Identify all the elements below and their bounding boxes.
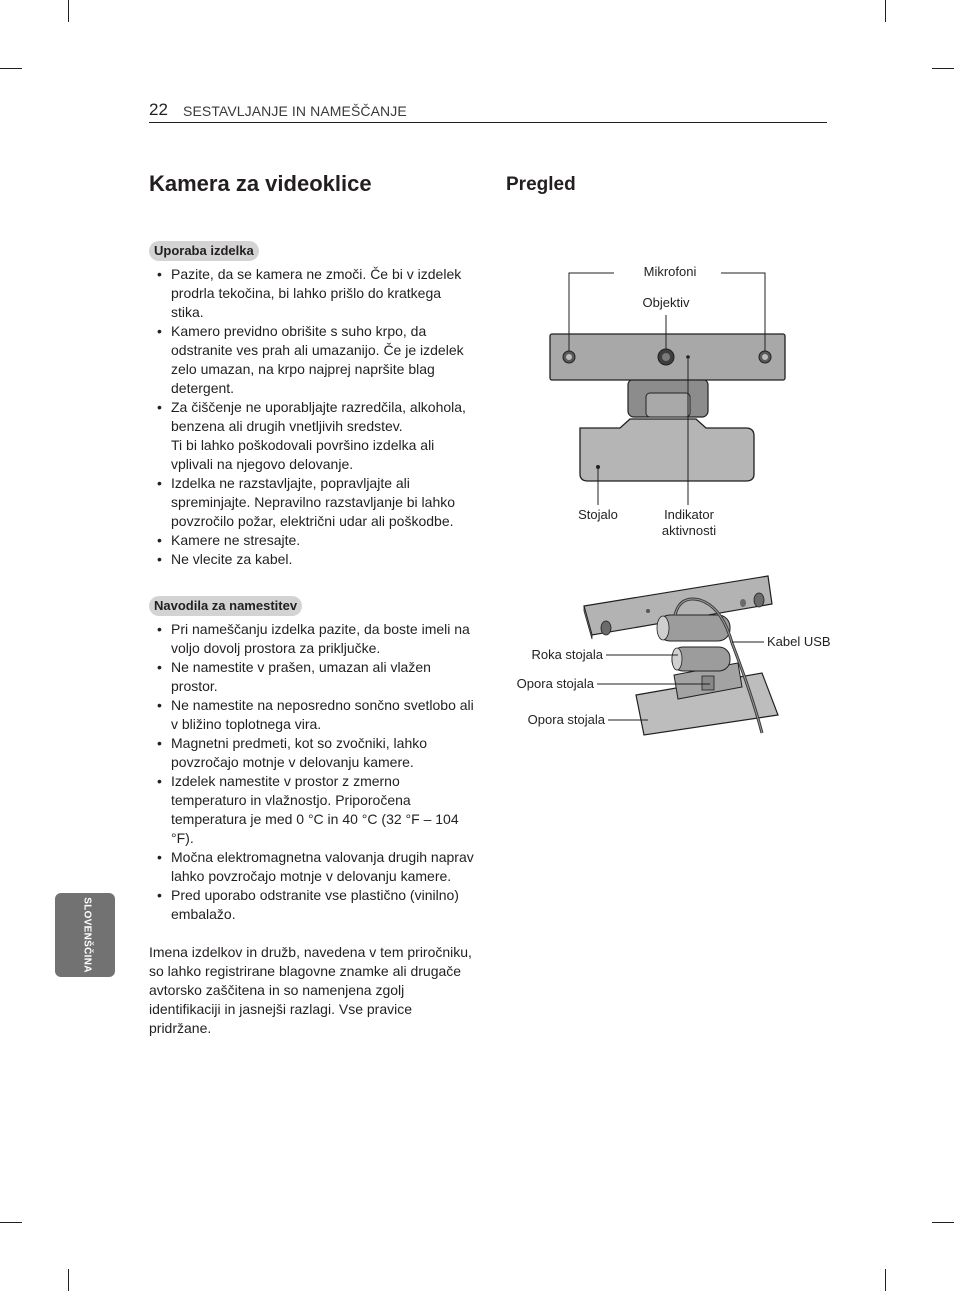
- usb-cable-label: Kabel USB: [767, 634, 831, 649]
- usage-item: • Izdelka ne razstavljajte, popravljajte ali spreminjajte. Nepravilno razstavljanje bi lahko povzročilo požar, električni udar ali poškodbe.: [149, 474, 477, 531]
- left-column: [149, 170, 477, 1052]
- installation-list: [149, 620, 477, 924]
- back-right-microphone-icon: [754, 593, 764, 607]
- stand-marker: [596, 465, 600, 469]
- stand-arm-lower-cap: [672, 648, 682, 670]
- usage-list: [149, 265, 477, 569]
- installation-item: • Pri nameščanju izdelka pazite, da boste imeli na voljo dovolj prostora za priključke.: [149, 620, 477, 658]
- activity-indicator-label: Indikator: [664, 507, 714, 522]
- microphones-label: Mikrofoni: [643, 264, 697, 279]
- back-vent-icon: [740, 599, 746, 607]
- back-left-microphone-icon: [601, 621, 611, 635]
- usage-item: • Kamere ne stresajte.: [149, 531, 477, 550]
- usage-item: • Za čiščenje ne uporabljajte razredčila, alkohola, benzena ali drugih vnetljivih sredstev. Ti bi lahko poškodovali površino izdelka ali vplivali na njegovo delovanje.: [149, 398, 477, 474]
- installation-item: • Ne namestite na neposredno sončno svetlobo ali v bližino toplotnega vira.: [149, 696, 477, 734]
- main-heading: Kamera za videoklice: [149, 171, 372, 196]
- stand-arm-upper-cap: [657, 616, 669, 640]
- overview-heading: Pregled: [506, 174, 576, 195]
- installation-item: • Magnetni predmeti, kot so zvočniki, lahko povzročajo motnje v delovanju kamere.: [149, 734, 477, 772]
- installation-item: • Močna elektromagnetna valovanja drugih naprav lahko povzročajo motnje v delovanju kamere.: [149, 848, 477, 886]
- usage-item: • Pazite, da se kamera ne zmoči. Če bi v izdelek prodrla tekočina, bi lahko prišlo do kratkega stika.: [149, 265, 477, 322]
- trademark-disclaimer: Imena izdelkov in družb, navedena v tem priročniku, so lahko registrirane blagovne znamke ali drugače avtorsko zaščitena in so namenjena zgolj identifikaciji in jasnejši razlagi. Vse pravice pridržane.: [149, 944, 472, 1036]
- page-header: [149, 100, 827, 123]
- camera-back-view: [584, 576, 778, 735]
- stand-label: Stojalo: [578, 507, 618, 522]
- installation-item: • Pred uporabo odstranite vse plastično (vinilno) embalažo.: [149, 886, 477, 924]
- usage-section-title: Uporaba izdelka: [149, 241, 259, 261]
- stand-support-clip: [702, 676, 714, 690]
- lens-inner: [662, 353, 670, 361]
- page-number: 22: [149, 100, 168, 119]
- stand-plate: [580, 419, 754, 481]
- activity-indicator-icon: [686, 355, 690, 359]
- usage-item: • Ne vlecite za kabel.: [149, 550, 477, 569]
- stand-support-label-2: Opora stojala: [527, 712, 605, 727]
- section-title: SESTAVLJANJE IN NAMEŠČANJE: [183, 103, 407, 119]
- language-tab: [55, 893, 115, 977]
- language-tab-label: SLOVENŠČINA: [81, 897, 93, 973]
- right-microphone-grille: [762, 354, 768, 360]
- installation-section-title: Navodila za namestitev: [149, 596, 302, 616]
- left-microphone-grille: [566, 354, 572, 360]
- lens-label: Objektiv: [642, 295, 690, 310]
- hinge-center: [646, 393, 690, 417]
- installation-item: • Izdelek namestite v prostor z zmerno temperaturo in vlažnostjo. Priporočena temperatura je med 0 °C in 40 °C (32 °F – 104 °F).: [149, 772, 477, 848]
- usage-item: • Kamero previdno obrišite s suho krpo, da odstranite ves prah ali umazanijo. Če je izdelek zelo umazan, na krpo najprej napršite blag detergent.: [149, 322, 477, 398]
- installation-item: • Ne namestite v prašen, umazan ali vlažen prostor.: [149, 658, 477, 696]
- stand-arm-label: Roka stojala: [531, 647, 603, 662]
- back-screw-icon: [646, 609, 650, 613]
- camera-diagram: [500, 255, 850, 745]
- stand-support-label-1: Opora stojala: [516, 676, 594, 691]
- activity-indicator-label-line2: aktivnosti: [661, 523, 717, 538]
